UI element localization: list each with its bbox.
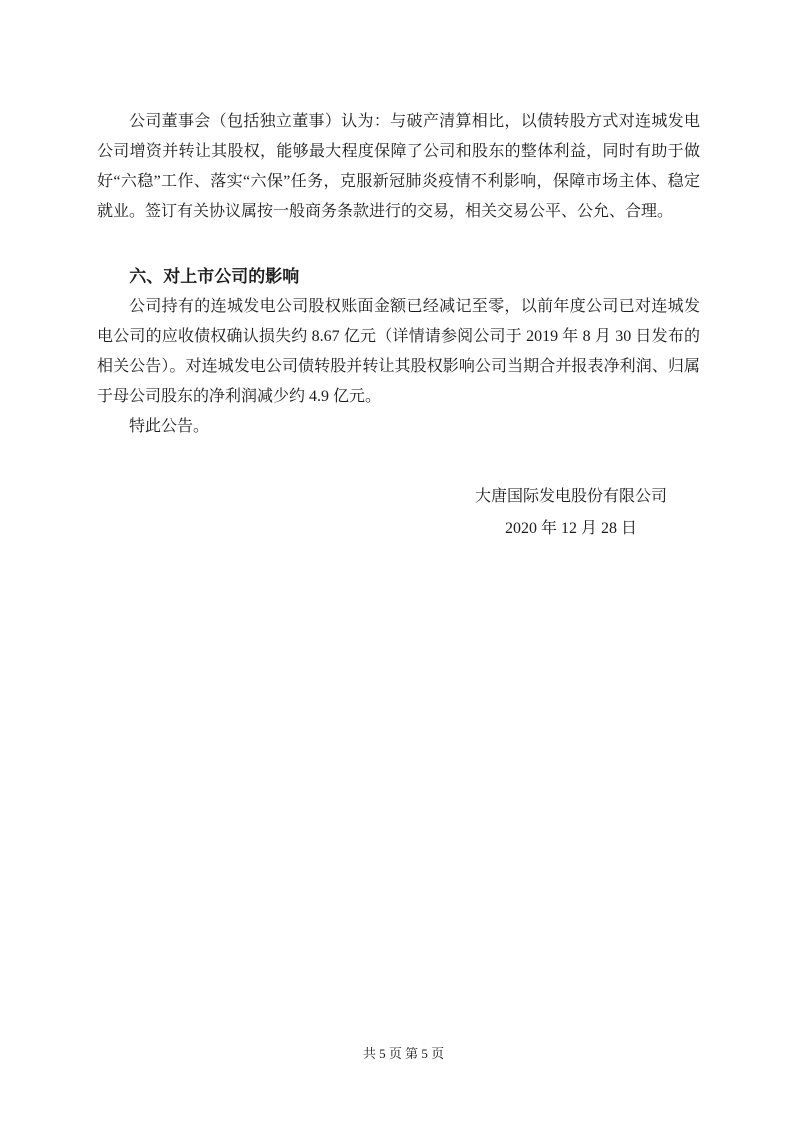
- page-number: 共 5 页 第 5 页: [362, 1046, 445, 1061]
- section-heading: 六、对上市公司的影响: [129, 267, 300, 286]
- signature-block: [475, 482, 667, 544]
- impact-paragraph: 公司持有的连城发电公司股权账面金额已经减记至零，以前年度公司已对连城发电公司的应收债权确认损失约 8.67 亿元（详情请参阅公司于 2019 年 8 月 30 日发布的相关公告）。对连城发电公司债转股并转让其股权影响公司当期合并报表净利润、归属于母公司股东的净利润减少约 4.9 亿元。: [97, 298, 700, 405]
- board-opinion-paragraph: 公司董事会（包括独立董事）认为：与破产清算相比，以债转股方式对连城发电公司增资并转让其股权，能够最大程度保障了公司和股东的整体利益，同时有助于做好“六稳”工作、落实“六保”任务，克服新冠肺炎疫情不利影响，保障市场主体、稳定就业。签订有关协议属按一般商务条款进行的交易，相关交易公平、公允、合理。: [97, 113, 700, 220]
- signature-company: 大唐国际发电股份有限公司: [474, 488, 667, 505]
- closing-line: 特此公告。: [129, 418, 210, 435]
- page-footer: [0, 1024, 794, 1084]
- document-body: [0, 0, 794, 544]
- signature-date: 2020 年 12 月 28 日: [504, 520, 637, 537]
